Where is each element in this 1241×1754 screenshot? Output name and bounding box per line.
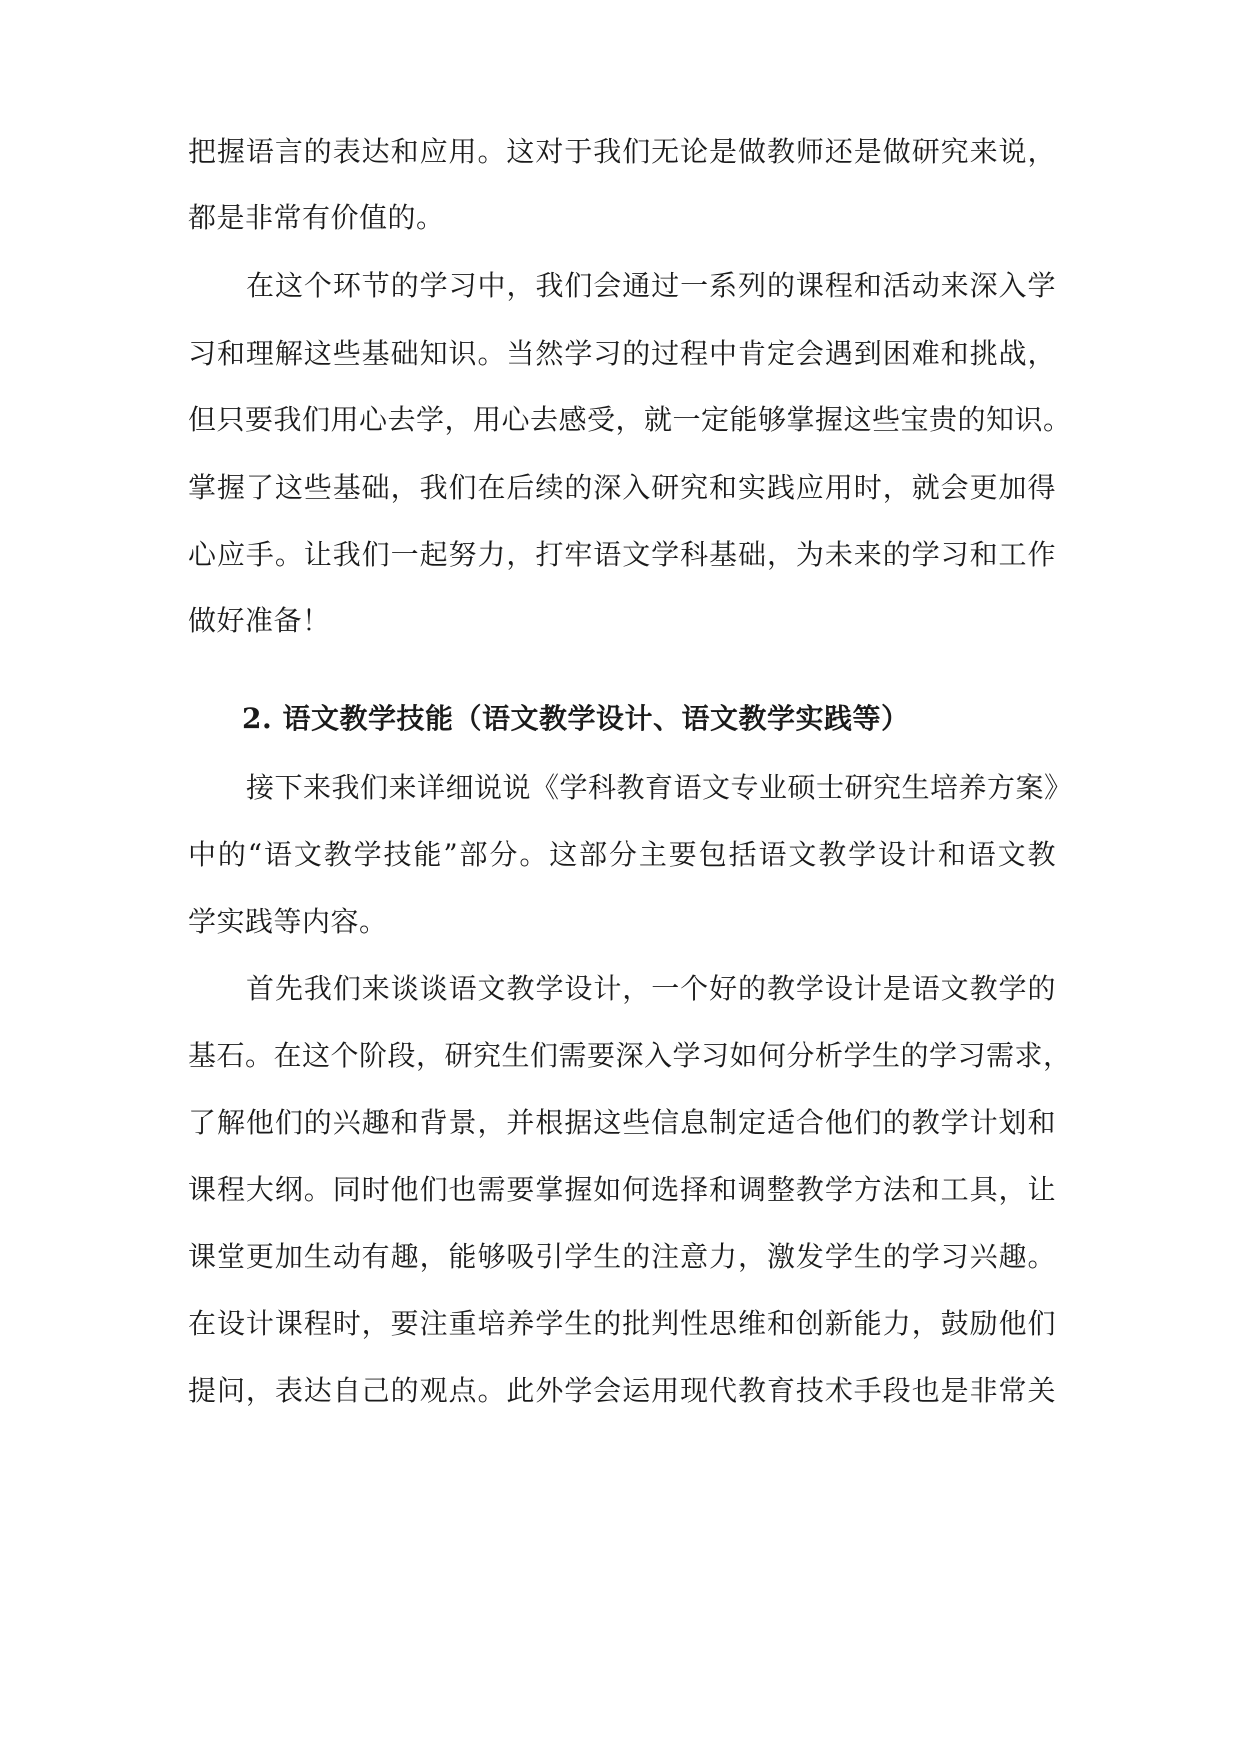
paragraph-line: 在设计课程时，要注重培养学生的批判性思维和创新能力，鼓励他们: [188, 1307, 1056, 1340]
paragraph-line: 把握语言的表达和应用。这对于我们无论是做教师还是做研究来说，: [188, 135, 1056, 168]
paragraph-line: 习和理解这些基础知识。当然学习的过程中肯定会遇到困难和挑战，: [188, 337, 1056, 370]
paragraph-line: 在这个环节的学习中，我们会通过一系列的课程和活动来深入学: [246, 269, 1056, 302]
paragraph-line: 心应手。让我们一起努力，打牢语文学科基础，为未来的学习和工作: [188, 538, 1056, 571]
paragraph-line: 首先我们来谈谈语文教学设计，一个好的教学设计是语文教学的: [246, 972, 1056, 1005]
paragraph-line: 课堂更加生动有趣，能够吸引学生的注意力，激发学生的学习兴趣。: [188, 1240, 1056, 1273]
section-heading: 2. 语文教学技能（语文教学设计、语文教学实践等）: [242, 702, 910, 735]
paragraph-line: 课程大纲。同时他们也需要掌握如何选择和调整教学方法和工具，让: [188, 1173, 1056, 1206]
paragraph-line: 中的“语文教学技能”部分。这部分主要包括语文教学设计和语文教: [188, 838, 1056, 871]
paragraph-line: 学实践等内容。: [188, 905, 388, 938]
paragraph-line: 提问，表达自己的观点。此外学会运用现代教育技术手段也是非常关: [188, 1374, 1056, 1407]
paragraph-line: 掌握了这些基础，我们在后续的深入研究和实践应用时，就会更加得: [188, 471, 1056, 504]
paragraph-line: 都是非常有价值的。: [188, 201, 445, 234]
paragraph-line: 做好准备！: [188, 604, 331, 637]
paragraph-line: 接下来我们来详细说说《学科教育语文专业硕士研究生培养方案》: [246, 771, 1073, 804]
paragraph-line: 基石。在这个阶段，研究生们需要深入学习如何分析学生的学习需求，: [188, 1039, 1072, 1072]
paragraph-line: 了解他们的兴趣和背景，并根据这些信息制定适合他们的教学计划和: [188, 1106, 1056, 1139]
paragraph-line: 但只要我们用心去学，用心去感受，就一定能够掌握这些宝贵的知识。: [188, 403, 1072, 436]
